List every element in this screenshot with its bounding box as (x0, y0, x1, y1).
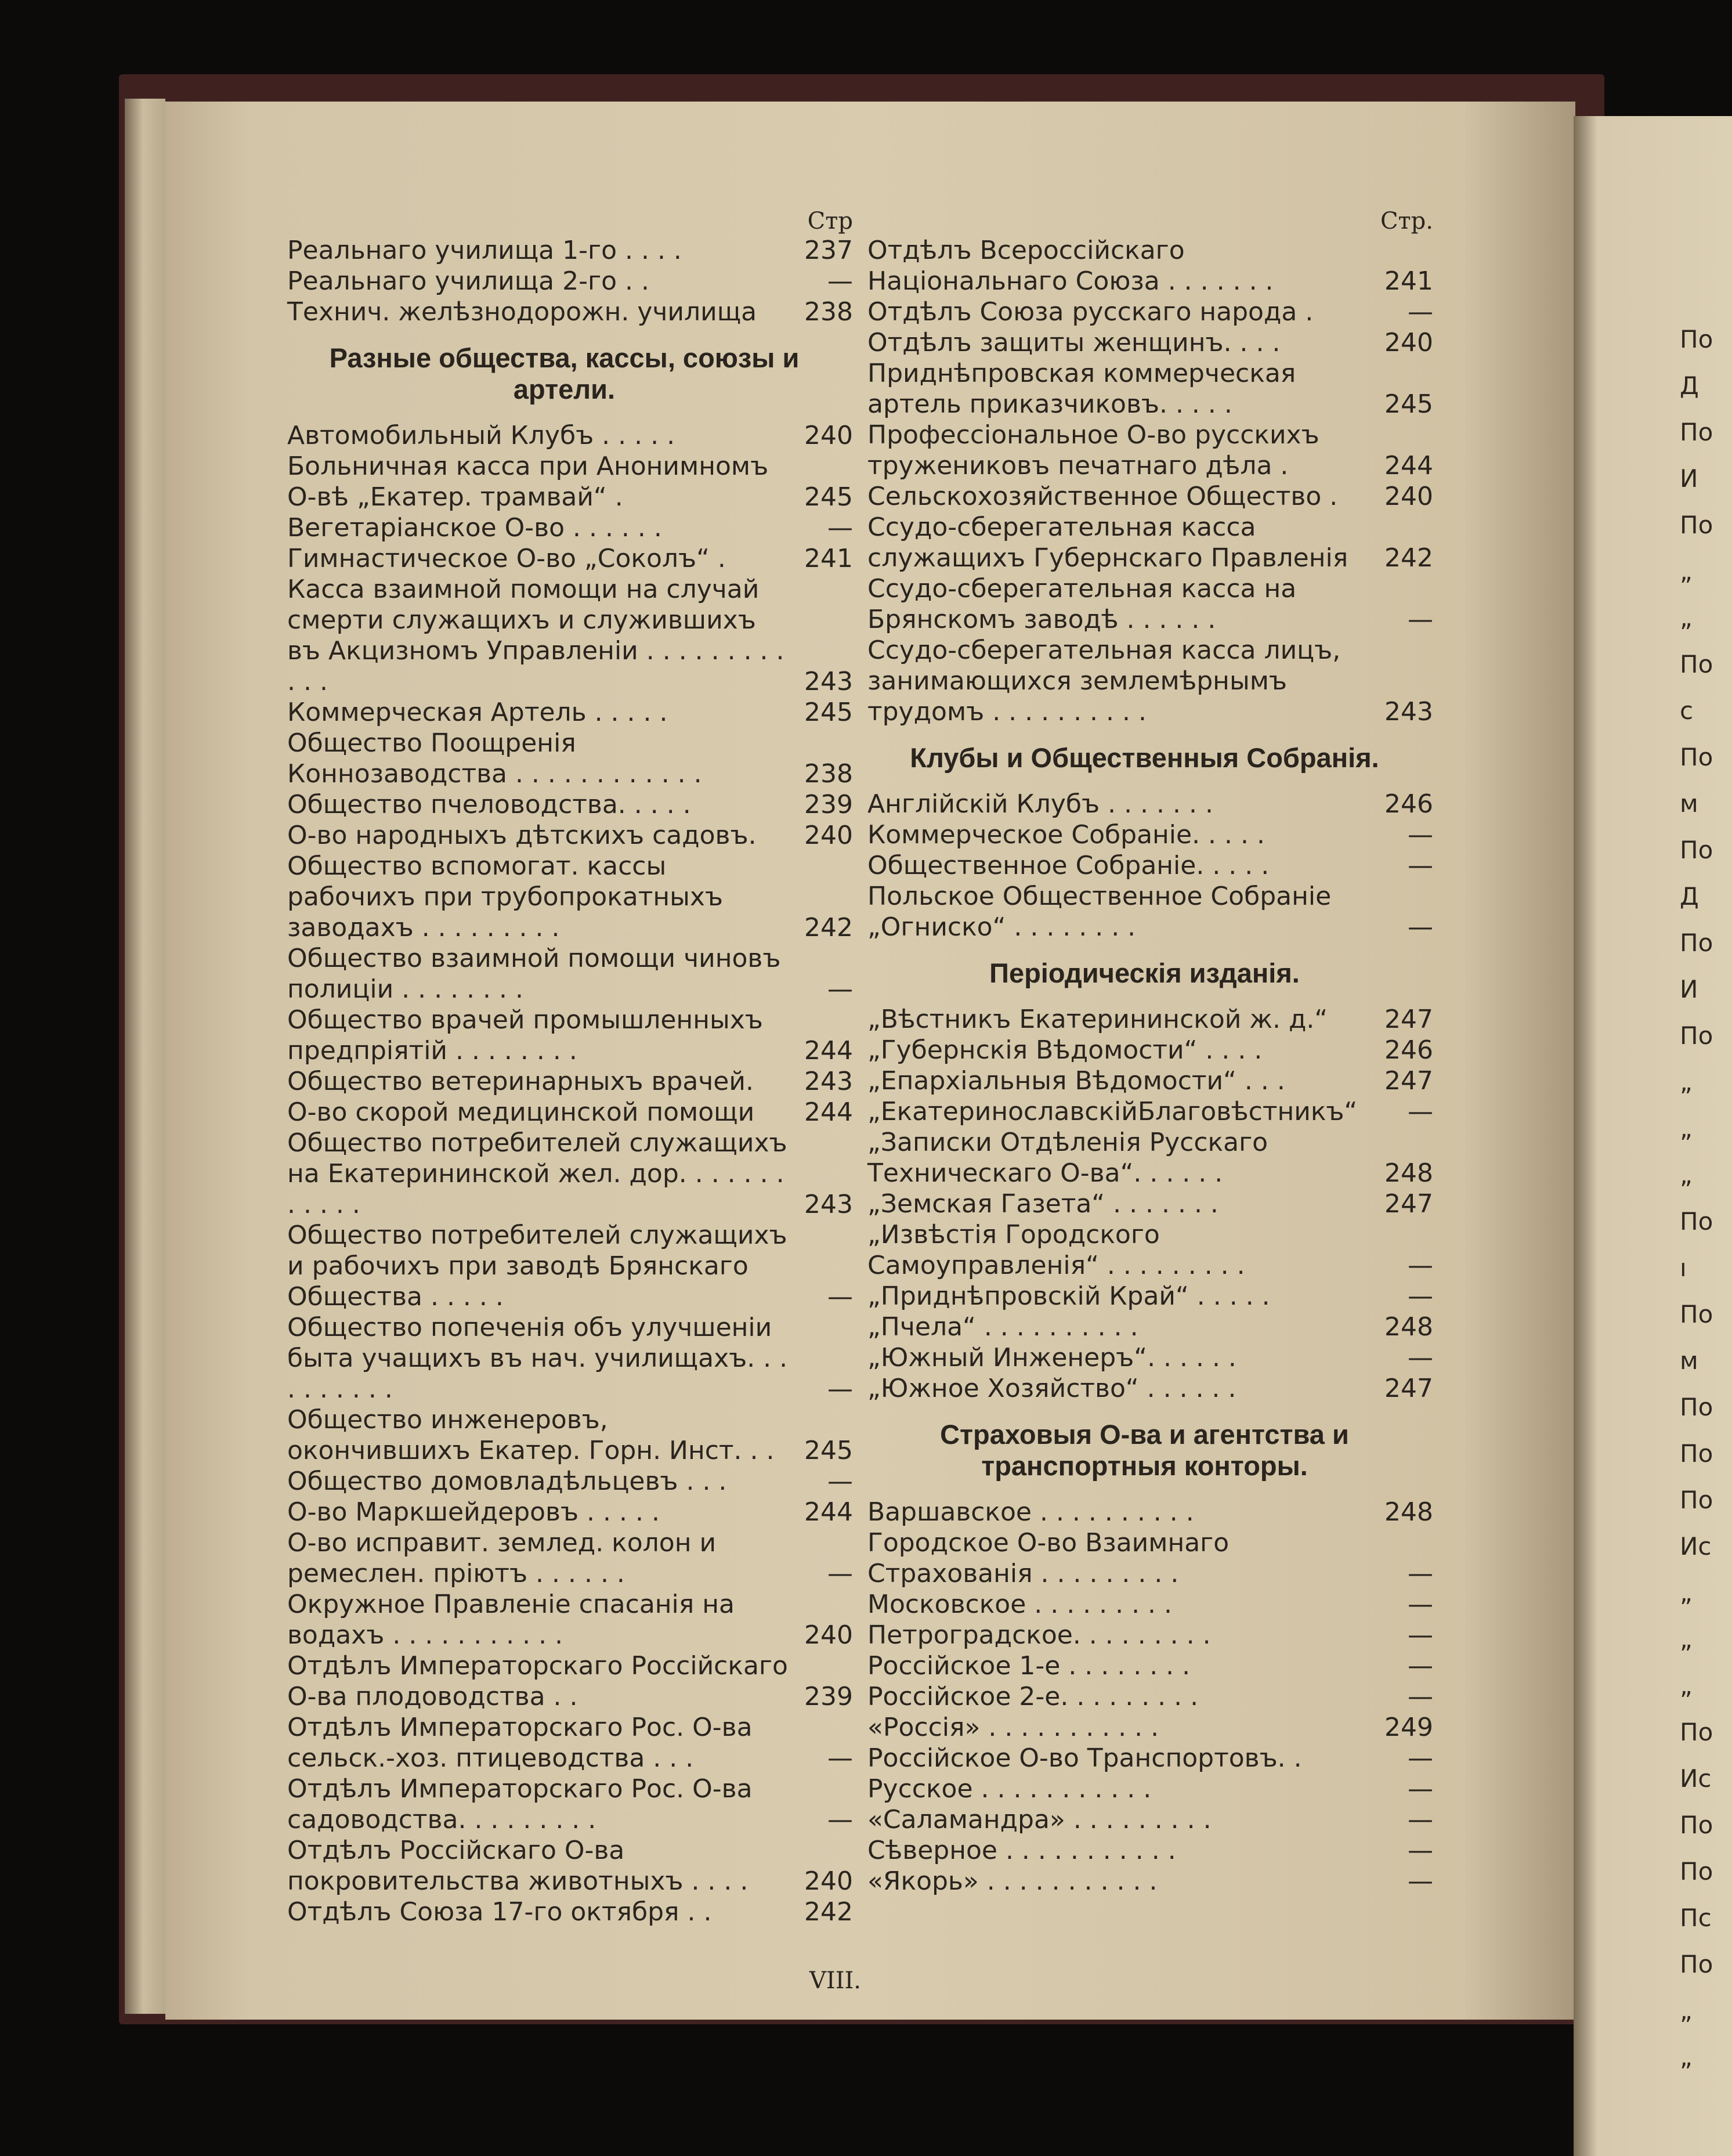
index-entry (287, 1774, 853, 1835)
entry-title: Сѣверное . . . . . . . . . . . (867, 1836, 1176, 1865)
entry-title: Общество взаимной помощи чиновъ полиціи . . . . . . . . (287, 944, 781, 1004)
index-entry (867, 1312, 1433, 1342)
index-entry (287, 1527, 853, 1589)
entry-page-number: 239 (804, 790, 853, 819)
entry-page-number: 247 (1384, 1005, 1433, 1034)
entry-title: „Пчела“ . . . . . . . . . . (867, 1312, 1138, 1342)
index-entry (867, 1651, 1433, 1681)
index-entry (287, 1128, 853, 1220)
section-heading: Клубы и Общественныя Собранія. (910, 742, 1379, 773)
index-entry (287, 1404, 853, 1466)
entry-page-number: 243 (804, 1067, 853, 1096)
index-entry (287, 943, 853, 1005)
entry-title: Профессіональное О-во русскихъ тружениковъ печатнаго дѣла . (867, 420, 1319, 481)
entry-page-number: — (1408, 1251, 1433, 1280)
entry-title: Сельскохозяйственное Общество . (867, 482, 1338, 511)
index-entry (287, 235, 853, 266)
entry-page-number: 240 (804, 421, 853, 450)
entry-page-number: — (827, 1805, 853, 1834)
section-heading: Страховыя О-ва и агентства и транспортныя конторы. (940, 1419, 1349, 1481)
index-entry (287, 1897, 853, 1927)
entry-title: О-во Маркшейдеровъ . . . . . (287, 1497, 660, 1527)
entry-title: Ссудо-сберегательная касса на Брянскомъ заводѣ . . . . . . (867, 574, 1297, 634)
entry-page-number: — (1408, 297, 1433, 327)
entry-page-number: 244 (1384, 451, 1433, 481)
index-entry (287, 1220, 853, 1312)
next-page-fragment: По (1680, 743, 1713, 771)
index-entry (867, 297, 1433, 327)
next-page-fragment: „ (1680, 1161, 1693, 1189)
entry-page-number: — (1408, 1866, 1433, 1896)
entry-title: Окружное Правленіе спасанія на водахъ . . . . . . . . . . . (287, 1590, 735, 1650)
entry-title: „Приднѣпровскій Край“ . . . . . (867, 1281, 1270, 1311)
index-entry (287, 728, 853, 789)
entry-title: Русское . . . . . . . . . . . (867, 1774, 1152, 1804)
entry-page-number: 237 (804, 236, 853, 265)
entry-title: Отдѣлъ Союза 17-го октября . . (287, 1897, 712, 1927)
entry-title: Реальнаго училища 1-го . . . . (287, 236, 682, 265)
entry-page-number: 245 (804, 698, 853, 727)
index-entry (287, 266, 853, 297)
index-entry (287, 451, 853, 512)
entry-title: „Извѣстія Городского Самоуправленія“ . . . . . . . . . (867, 1220, 1245, 1280)
next-page-fragment: „ (1680, 557, 1693, 586)
entry-title: Отдѣлъ Императорскаго Россійскаго О-ва плодоводства . . (287, 1651, 788, 1711)
entry-title: «Россія» . . . . . . . . . . . (867, 1713, 1159, 1742)
entry-page-number: — (1408, 1836, 1433, 1865)
entry-page-number: — (827, 1374, 853, 1404)
index-entry (867, 819, 1433, 850)
index-entry (867, 1127, 1433, 1189)
entry-title: Польское Общественное Собраніе „Огниско“ . . . . . . . . (867, 882, 1332, 942)
entry-page-number: 241 (1384, 266, 1433, 296)
index-entry (867, 1004, 1433, 1035)
entry-title: Отдѣлъ Россійскаго О-ва покровительства животныхъ . . . . (287, 1836, 749, 1896)
index-entry (287, 512, 853, 543)
next-page-fragment: По (1680, 1718, 1713, 1746)
entry-page-number: — (1408, 1682, 1433, 1711)
entry-page-number: 246 (1384, 789, 1433, 819)
next-page-fragment: „ (1680, 1114, 1693, 1143)
next-page-fragment: „ (1680, 1996, 1693, 2025)
entry-page-number: — (827, 974, 853, 1004)
entry-title: Варшавское . . . . . . . . . . (867, 1497, 1194, 1527)
entry-page-number: 248 (1384, 1497, 1433, 1527)
entry-title: Гимнастическое О-во „Соколъ“ . (287, 544, 726, 573)
index-entry (867, 1342, 1433, 1373)
entry-title: Россійское 1-е . . . . . . . . (867, 1651, 1191, 1681)
entry-page-number: 248 (1384, 1158, 1433, 1188)
next-page-fragment: „ (1680, 2043, 1693, 2071)
next-page-fragment: По (1680, 325, 1713, 353)
entry-page-number: 240 (804, 1866, 853, 1896)
entry-title: Англійскій Клубъ . . . . . . . (867, 789, 1213, 819)
index-entry (287, 789, 853, 820)
index-entry (867, 635, 1433, 727)
entry-page-number: 242 (1384, 543, 1433, 573)
entry-page-number: — (1408, 1805, 1433, 1834)
next-page-fragment: И (1680, 975, 1698, 1003)
index-entry (287, 574, 853, 697)
entry-title: Общество попеченія объ улучшеніи быта учащихъ въ нач. училищахъ. . . . . . . . . . (287, 1313, 788, 1404)
index-entry (287, 1651, 853, 1712)
entry-title: Общество вспомогат. кассы рабочихъ при трубопрокатныхъ заводахъ . . . . . . . . . (287, 851, 724, 942)
index-entry (867, 1866, 1433, 1897)
index-entry (867, 420, 1433, 481)
index-entry (287, 851, 853, 943)
page-column-header: Стр (807, 208, 853, 234)
entry-title: „Земская Газета“ . . . . . . . (867, 1189, 1218, 1219)
next-page-fragment: По (1680, 1393, 1713, 1421)
index-entry (867, 789, 1433, 819)
next-page-fragment: Д (1680, 371, 1699, 400)
index-entry (867, 850, 1433, 881)
next-page-fragment: По (1680, 1486, 1713, 1514)
index-entry (867, 1620, 1433, 1651)
next-page-fragment: Пс (1680, 1904, 1712, 1932)
entry-title: „Записки Отдѣленія Русскаго Техническаго О-ва“. . . . . . (867, 1128, 1268, 1188)
entry-page-number: — (1408, 1097, 1433, 1126)
next-page-fragment: По (1680, 929, 1713, 957)
next-page-fragment: По (1680, 1207, 1713, 1236)
index-entry (287, 1312, 853, 1404)
entry-page-number: 239 (804, 1682, 853, 1711)
entry-page-number: — (1408, 1281, 1433, 1311)
index-entry (287, 820, 853, 851)
entry-title: Коммерческое Собраніе. . . . . (867, 820, 1265, 850)
entry-page-number: 241 (804, 544, 853, 573)
index-entry (287, 1589, 853, 1651)
entry-page-number: — (1408, 820, 1433, 850)
entry-title: Реальнаго училища 2-го . . (287, 266, 649, 296)
page-column-header: Стр. (1380, 208, 1433, 234)
index-entry (867, 358, 1433, 420)
entry-page-number: — (1408, 1651, 1433, 1681)
entry-title: Ссудо-сберегательная касса служащихъ Губернскаго Правленія (867, 512, 1348, 573)
entry-title: Ссудо-сберегательная касса лицъ, занимающихся землемѣрнымъ трудомъ . . . . . . . . . . (867, 635, 1341, 727)
entry-page-number: 249 (1384, 1713, 1433, 1742)
entry-title: О-во исправит. землед. колон и ремеслен. пріютъ . . . . . . (287, 1528, 717, 1588)
entry-page-number: 243 (804, 1190, 853, 1219)
entry-title: Отдѣлъ Императорскаго Рос. О-ва садоводства. . . . . . . . . (287, 1774, 753, 1834)
next-page-fragment: Ис (1680, 1532, 1712, 1561)
index-entry (287, 543, 853, 574)
index-entry (867, 235, 1433, 297)
page-edges (125, 99, 165, 2014)
next-page-fragment: „ (1680, 604, 1693, 632)
index-entry (867, 1774, 1433, 1804)
next-page-fragment: По (1680, 511, 1713, 539)
entry-page-number: 245 (804, 482, 853, 512)
index-entry (867, 1681, 1433, 1712)
entry-title: Общество потребителей служащихъ на Екатерининской жел. дор. . . . . . . . . . . . (287, 1128, 787, 1219)
entry-page-number: — (1408, 851, 1433, 880)
entry-page-number: 242 (804, 1897, 853, 1927)
entry-page-number: 240 (1384, 482, 1433, 511)
index-entry (287, 1497, 853, 1527)
index-entry (867, 1804, 1433, 1835)
entry-page-number: 247 (1384, 1374, 1433, 1403)
entry-page-number: 247 (1384, 1189, 1433, 1219)
index-entry (287, 297, 853, 327)
left-column (287, 206, 853, 1927)
index-entry (287, 420, 853, 451)
right-column (867, 206, 1433, 1897)
page-number: VIII. (809, 1967, 862, 1994)
entry-title: Общество Поощренія Коннозаводства . . . . . . . . . . . . (287, 728, 702, 789)
entry-page-number: 245 (1384, 389, 1433, 419)
entry-title: Общество домовладѣльцевъ . . . (287, 1467, 727, 1496)
entry-page-number: — (1408, 912, 1433, 942)
index-entry (867, 1219, 1433, 1281)
entry-title: „Губернскія Вѣдомости“ . . . . (867, 1035, 1263, 1065)
entry-page-number: — (1408, 1559, 1433, 1588)
entry-title: Вегетаріанское О-во . . . . . . (287, 513, 662, 543)
entry-title: Общество инженеровъ, окончившихъ Екатер. Горн. Инст. . . (287, 1405, 775, 1465)
entry-title: „Епархіальныя Вѣдомости“ . . . (867, 1066, 1285, 1096)
index-entry (867, 1589, 1433, 1620)
index-entry (867, 1527, 1433, 1589)
entry-title: Общество пчеловодства. . . . . (287, 790, 691, 819)
entry-title: «Якорь» . . . . . . . . . . . (867, 1866, 1158, 1896)
index-entry (287, 1835, 853, 1897)
next-page-fragment: По (1680, 1439, 1713, 1468)
index-entry (867, 512, 1433, 573)
entry-title: Отдѣлъ Всероссійскаго Національнаго Союза . . . . . . . (867, 236, 1274, 296)
entry-title: Общество врачей промышленныхъ предпріятій . . . . . . . . (287, 1005, 763, 1066)
next-page-fragment: м (1680, 789, 1698, 818)
entry-page-number: 238 (804, 297, 853, 327)
index-entry (867, 1373, 1433, 1404)
index-entry (867, 481, 1433, 512)
entry-title: Городское О-во Взаимнаго Страхованія . . . . . . . . . (867, 1528, 1230, 1588)
entry-title: Петроградское. . . . . . . . . (867, 1620, 1211, 1650)
entry-page-number: 240 (804, 1620, 853, 1650)
index-entry (867, 1743, 1433, 1774)
next-page-fragment: „ (1680, 1068, 1693, 1096)
entry-title: Россійское 2-е. . . . . . . . . (867, 1682, 1199, 1711)
next-page-fragment: Ис (1680, 1764, 1712, 1793)
entry-title: Касса взаимной помощи на случай смерти служащихъ и служившихъ въ Акцизномъ Управленіи . . . . . . . . . . . . (287, 575, 784, 696)
entry-title: Приднѣпровская коммерческая артель приказчиковъ. . . . . (867, 359, 1296, 419)
next-page-fragment: „ (1680, 1671, 1693, 1700)
index-entry (867, 1835, 1433, 1866)
entry-title: „Южное Хозяйство“ . . . . . . (867, 1374, 1236, 1403)
entry-page-number: 244 (804, 1497, 853, 1527)
index-entry (867, 1712, 1433, 1743)
entry-page-number: — (827, 1743, 853, 1773)
index-entry (867, 881, 1433, 942)
next-page-fragment: ı (1680, 1254, 1687, 1282)
next-page-fragment: м (1680, 1346, 1698, 1375)
index-entry (287, 1097, 853, 1128)
entry-title: „ЕкатеринославскійБлаговѣстникъ“ (867, 1097, 1358, 1126)
next-page-fragment: По (1680, 1300, 1713, 1328)
index-entry (287, 1005, 853, 1066)
section-heading: Разные общества, кассы, союзы и артели. (329, 342, 800, 405)
section-heading: Періодическія изданія. (989, 958, 1300, 988)
entry-page-number: 243 (804, 667, 853, 696)
entry-title: „Вѣстникъ Екатерининской ж. д.“ (867, 1005, 1328, 1034)
entry-page-number: — (1408, 1774, 1433, 1804)
entry-page-number: — (1408, 1743, 1433, 1773)
entry-title: Больничная касса при Анонимномъ О-вѣ „Екатер. трамвай“ . (287, 452, 769, 512)
entry-page-number: — (1408, 1590, 1433, 1619)
entry-title: О-во скорой медицинской помощи (287, 1097, 755, 1127)
entry-title: Общественное Собраніе. . . . . (867, 851, 1270, 880)
entry-title: Россійское О-во Транспортовъ. . (867, 1743, 1302, 1773)
entry-title: О-во народныхъ дѣтскихъ садовъ. (287, 821, 757, 850)
entry-page-number: 248 (1384, 1312, 1433, 1342)
index-entry (867, 1281, 1433, 1312)
entry-page-number: — (827, 1559, 853, 1588)
next-page-fragment: По (1680, 836, 1713, 864)
entry-title: „Южный Инженеръ“. . . . . . (867, 1343, 1236, 1373)
next-page-fragment: Д (1680, 882, 1699, 911)
index-entry (287, 697, 853, 728)
next-page-fragment: По (1680, 650, 1713, 678)
next-page-fragment: По (1680, 1857, 1713, 1886)
index-entry (287, 1466, 853, 1497)
index-entry (867, 1497, 1433, 1527)
entry-page-number: 238 (804, 759, 853, 789)
entry-page-number: — (827, 513, 853, 543)
entry-page-number: 240 (1384, 328, 1433, 357)
entry-title: Отдѣлъ Императорскаго Рос. О-ва сельск.-хоз. птицеводства . . . (287, 1713, 753, 1773)
entry-page-number: 245 (804, 1436, 853, 1465)
index-entry (867, 1035, 1433, 1066)
entry-page-number: — (1408, 1620, 1433, 1650)
next-page-fragment: с (1680, 696, 1694, 725)
entry-title: Московское . . . . . . . . . (867, 1590, 1173, 1619)
next-page-fragment: „ (1680, 1579, 1693, 1607)
entry-page-number: 244 (804, 1036, 853, 1066)
next-page-fragment: И (1680, 464, 1698, 493)
index-entry (867, 1066, 1433, 1096)
next-page-fragment: По (1680, 418, 1713, 446)
entry-page-number: 247 (1384, 1066, 1433, 1096)
entry-page-number: 242 (804, 913, 853, 942)
entry-title: Автомобильный Клубъ . . . . . (287, 421, 675, 450)
next-page-fragment: По (1680, 1811, 1713, 1839)
next-page-fragment: „ (1680, 1625, 1693, 1653)
entry-page-number: — (1408, 1343, 1433, 1373)
next-page-fragment: По (1680, 1021, 1713, 1050)
entry-page-number: — (827, 1467, 853, 1496)
entry-title: Общество ветеринарныхъ врачей. (287, 1067, 754, 1096)
entry-title: «Саламандра» . . . . . . . . . (867, 1805, 1212, 1834)
index-entry (287, 1712, 853, 1774)
entry-page-number: — (827, 1282, 853, 1312)
entry-page-number: 243 (1384, 697, 1433, 727)
entry-title: Отдѣлъ защиты женщинъ. . . . (867, 328, 1281, 357)
index-entry (867, 1189, 1433, 1219)
index-entry (867, 1096, 1433, 1127)
index-entry (867, 327, 1433, 358)
entry-page-number: — (827, 266, 853, 296)
entry-title: Отдѣлъ Союза русскаго народа . (867, 297, 1314, 327)
next-page-fragment: По (1680, 1950, 1713, 1978)
index-entry (867, 573, 1433, 635)
entry-page-number: 246 (1384, 1035, 1433, 1065)
entry-page-number: 244 (804, 1097, 853, 1127)
entry-title: Коммерческая Артель . . . . . (287, 698, 668, 727)
entry-page-number: 240 (804, 821, 853, 850)
entry-title: Технич. желѣзнодорожн. училища (287, 297, 757, 327)
entry-title: Общество потребителей служащихъ и рабочихъ при заводѣ Брянскаго Общества . . . . . (287, 1220, 787, 1312)
index-entry (287, 1066, 853, 1097)
entry-page-number: — (1408, 605, 1433, 634)
